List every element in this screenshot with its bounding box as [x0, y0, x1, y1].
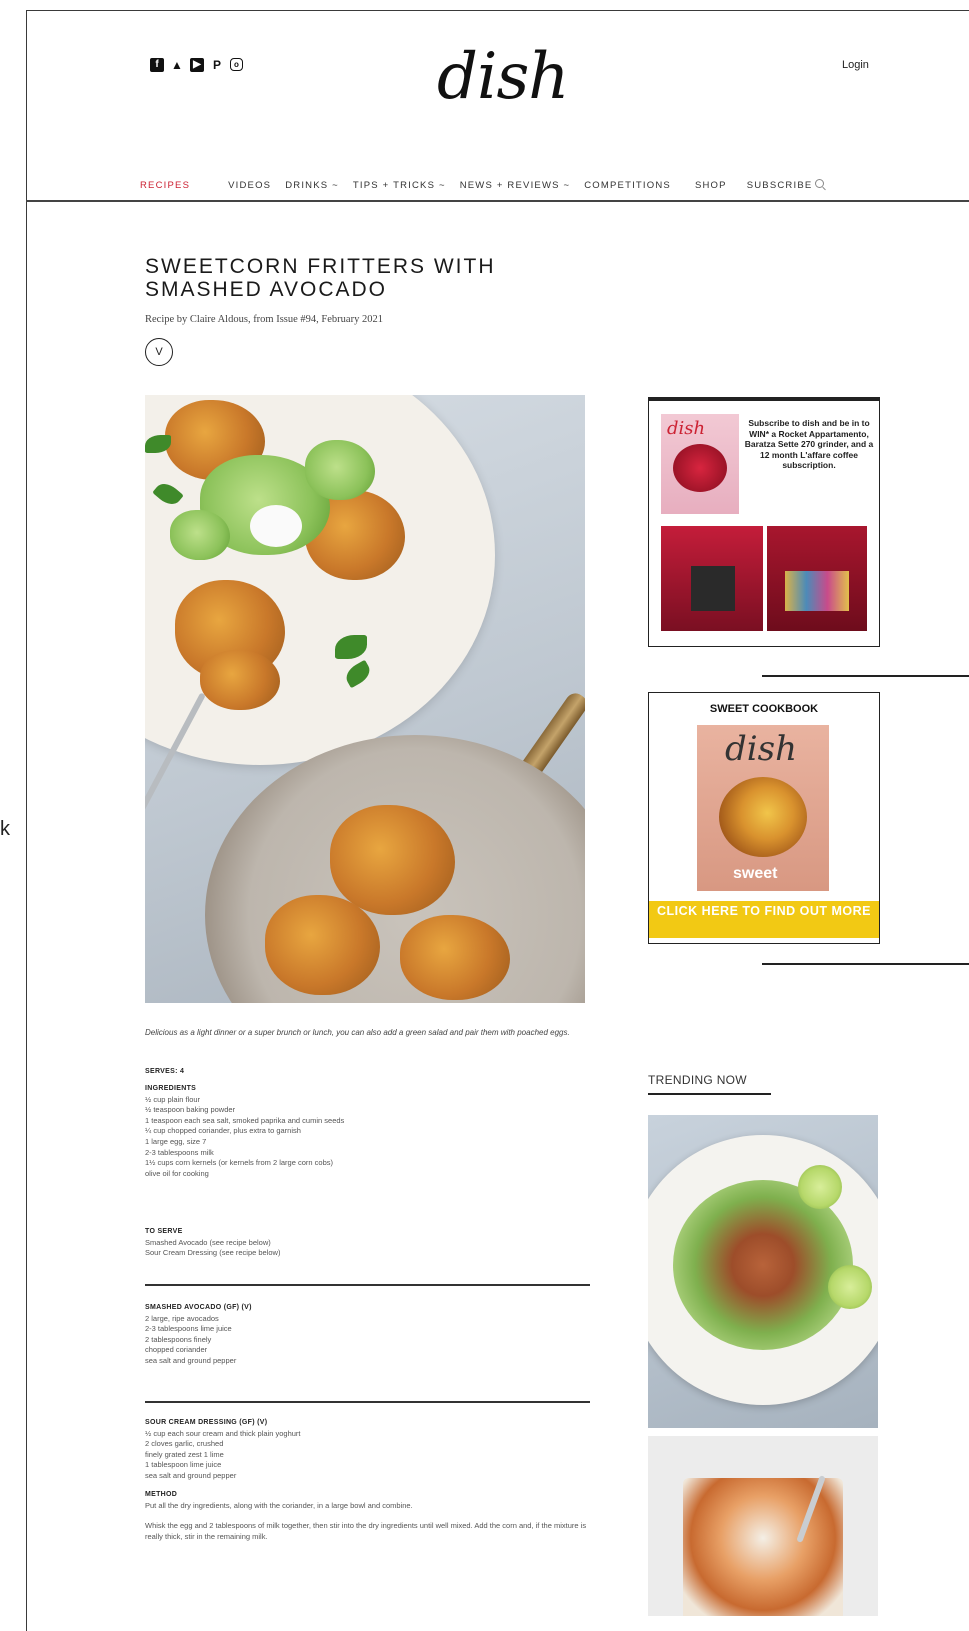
avocado-item: 2-3 tablespoons lime juice — [145, 1324, 232, 1334]
section-divider — [145, 1401, 590, 1403]
method-heading: METHOD — [145, 1491, 178, 1498]
pinterest-icon[interactable]: P — [212, 58, 221, 72]
ingredient-item: 1 teaspoon each sea salt, smoked paprika and cumin seeds — [145, 1115, 345, 1125]
avocado-heading: SMASHED AVOCADO (GF) (V) — [145, 1304, 252, 1311]
main-nav — [140, 180, 824, 191]
recipe-hero-image — [145, 395, 585, 1003]
ingredient-item: ¼ cup chopped coriander, plus extra to garnish — [145, 1126, 301, 1136]
instagram-icon[interactable]: o — [230, 58, 243, 71]
nav-competitions[interactable]: COMPETITIONS — [584, 180, 671, 191]
ingredient-item: ½ cup plain flour — [145, 1094, 201, 1104]
avocado-item: 2 tablespoons finely — [145, 1334, 212, 1344]
site-logo[interactable]: dish — [437, 40, 569, 114]
method-step: Whisk the egg and 2 tablespoons of milk together, then stir into the dry ingredients until well mixed. Add the corn and, if the mixture is really thick, stir in the remaining milk. — [145, 1521, 587, 1541]
cookbook-ad-title: SWEET COOKBOOK — [709, 703, 819, 715]
to-serve-heading: TO SERVE — [145, 1228, 183, 1235]
stray-text: k — [0, 818, 10, 840]
method-step: Put all the dry ingredients, along with the coriander, in a large bowl and combine. — [145, 1500, 413, 1510]
cookbook-cover-image: dish sweet — [697, 725, 829, 891]
youtube-icon[interactable]: ▶ — [190, 58, 204, 72]
avocado-item: chopped coriander — [145, 1345, 208, 1355]
to-serve-item: Sour Cream Dressing (see recipe below) — [145, 1248, 281, 1258]
social-links — [150, 58, 243, 72]
magazine-cover-image: dish — [661, 414, 739, 514]
avocado-item: sea salt and ground pepper — [145, 1355, 237, 1365]
page-title: SWEETCORN FRITTERS WITH SMASHED AVOCADO — [145, 255, 496, 301]
dressing-section — [145, 1418, 590, 1482]
nav-videos[interactable]: VIDEOS — [228, 180, 272, 191]
nav-drinks[interactable]: DRINKS ~ — [285, 180, 339, 191]
ingredient-item: olive oil for cooking — [145, 1168, 209, 1178]
dressing-item: ½ cup each sour cream and thick plain yoghurt — [145, 1428, 301, 1438]
prize-image — [767, 526, 867, 631]
sidebar-divider — [762, 675, 969, 677]
header-divider — [26, 200, 969, 202]
recipe-serves: SERVES: 4 — [145, 1068, 185, 1075]
dressing-item: finely grated zest 1 lime — [145, 1449, 224, 1459]
ingredient-item: ½ teaspoon baking powder — [145, 1105, 236, 1115]
ingredient-item: 1½ cups corn kernels (or kernels from 2 large corn cobs) — [145, 1158, 333, 1168]
trending-item-image[interactable] — [648, 1436, 878, 1616]
dressing-heading: SOUR CREAM DRESSING (GF) (V) — [145, 1419, 268, 1426]
to-serve-item: Smashed Avocado (see recipe below) — [145, 1237, 271, 1247]
ingredient-item: 2-3 tablespoons milk — [145, 1147, 214, 1157]
dressing-item: 2 cloves garlic, crushed — [145, 1439, 224, 1449]
cookbook-ad[interactable] — [648, 692, 880, 944]
search-icon[interactable] — [815, 179, 824, 188]
nav-recipes[interactable]: RECIPES — [140, 180, 191, 191]
nav-subscribe[interactable]: SUBSCRIBE — [746, 180, 813, 191]
dressing-item: sea salt and ground pepper — [145, 1470, 237, 1480]
find-out-more-button[interactable]: CLICK HERE TO FIND OUT MORE — [649, 901, 879, 938]
dressing-item: 1 tablespoon lime juice — [145, 1460, 222, 1470]
ingredient-item: 1 large egg, size 7 — [145, 1136, 207, 1146]
avocado-section — [145, 1303, 590, 1367]
login-link[interactable]: Login — [842, 59, 869, 71]
subscribe-ad-text: Subscribe to dish and be in to WIN* a Rocket Appartamento, Baratza Sette 270 grinder, and a 12 month L'affare coffee subscription. — [744, 418, 874, 470]
section-divider — [145, 1284, 590, 1286]
nav-news-reviews[interactable]: NEWS + REVIEWS ~ — [459, 180, 571, 191]
to-serve-section — [145, 1227, 590, 1259]
method-section — [145, 1490, 590, 1542]
facebook-icon[interactable]: f — [150, 58, 164, 72]
recipe-byline: Recipe by Claire Aldous, from Issue #94, February 2021 — [145, 314, 383, 325]
trending-item-image[interactable] — [648, 1115, 878, 1428]
trending-heading: TRENDING NOW — [648, 1073, 747, 1087]
vegetarian-badge: V — [145, 338, 173, 366]
avocado-item: 2 large, ripe avocados — [145, 1313, 219, 1323]
sidebar-divider — [762, 963, 969, 965]
trending-underline — [648, 1093, 771, 1095]
twitter-icon[interactable]: ▲ — [171, 58, 183, 72]
ingredients-section — [145, 1084, 590, 1179]
nav-tips-tricks[interactable]: TIPS + TRICKS ~ — [352, 180, 446, 191]
prize-image — [661, 526, 763, 631]
nav-shop[interactable]: SHOP — [694, 180, 727, 191]
subscribe-ad[interactable] — [648, 397, 880, 647]
ingredients-heading: INGREDIENTS — [145, 1085, 197, 1092]
recipe-intro: Delicious as a light dinner or a super brunch or lunch, you can also add a green salad and pair them with poached eggs. — [145, 1028, 570, 1037]
